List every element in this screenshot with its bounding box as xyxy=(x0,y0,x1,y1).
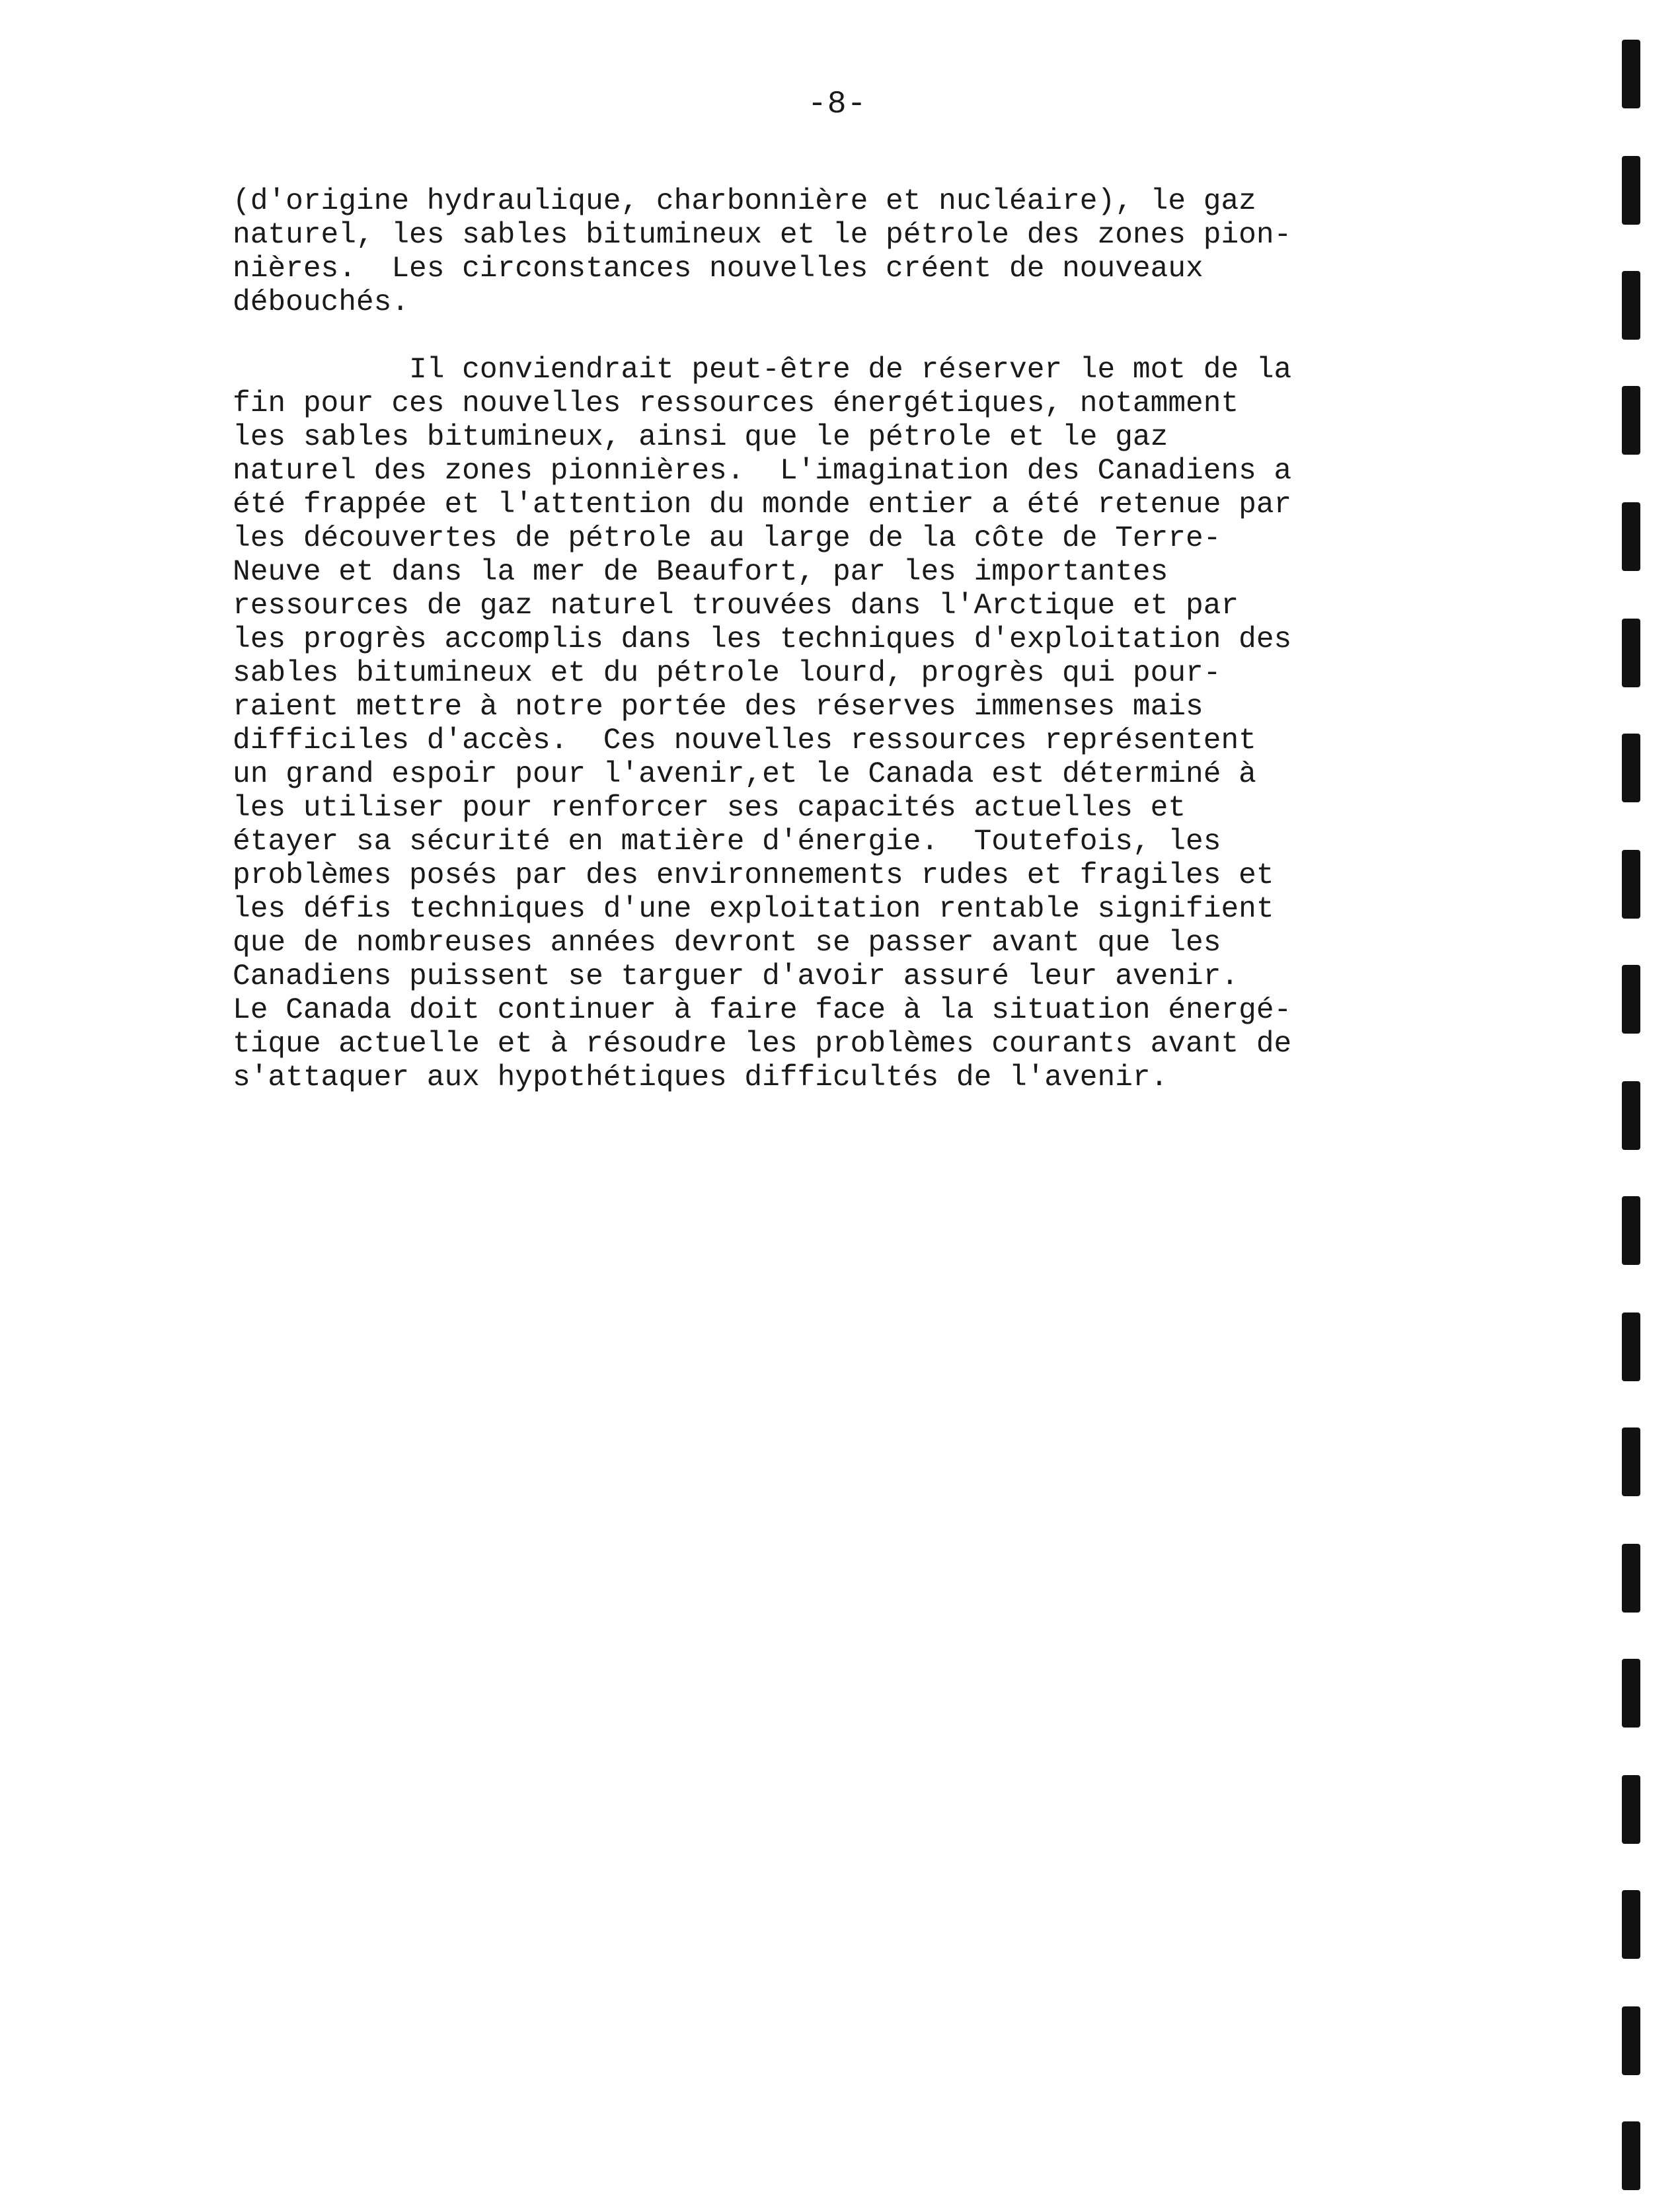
binding-hole-mark xyxy=(1622,850,1640,919)
binding-hole-mark xyxy=(1622,1312,1640,1381)
binding-hole-mark xyxy=(1622,1659,1640,1728)
text-line: nières. Les circonstances nouvelles créent de nouveaux xyxy=(233,252,1203,285)
text-line: ressources de gaz naturel trouvées dans l'Arctique et par xyxy=(233,590,1239,623)
text-line: les progrès accomplis dans les techniques d'exploitation des xyxy=(233,623,1292,656)
binding-hole-mark xyxy=(1622,1775,1640,1844)
binding-hole-mark xyxy=(1622,619,1640,687)
binding-strip xyxy=(1617,40,1650,2194)
body-text xyxy=(233,185,1462,1095)
text-line: problèmes posés par des environnements rudes et fragiles et xyxy=(233,859,1274,892)
binding-hole-mark xyxy=(1622,734,1640,802)
text-line: Neuve et dans la mer de Beaufort, par les importantes xyxy=(233,556,1168,589)
text-line: débouchés. xyxy=(233,286,410,319)
text-line: sables bitumineux et du pétrole lourd, progrès qui pour- xyxy=(233,657,1221,690)
binding-hole-mark xyxy=(1622,1081,1640,1150)
binding-hole-mark xyxy=(1622,2006,1640,2075)
binding-hole-mark xyxy=(1622,965,1640,1034)
text-line: que de nombreuses années devront se passer avant que les xyxy=(233,927,1221,960)
text-line: étayer sa sécurité en matière d'énergie. Toutefois, les xyxy=(233,825,1221,858)
text-line: s'attaquer aux hypothétiques difficultés de l'avenir. xyxy=(233,1061,1168,1094)
binding-hole-mark xyxy=(1622,386,1640,455)
binding-hole-mark xyxy=(1622,502,1640,571)
page-number: -8- xyxy=(808,87,867,122)
text-line: Le Canada doit continuer à faire face à la situation énergé- xyxy=(233,994,1292,1027)
text-line: tique actuelle et à résoudre les problèmes courants avant de xyxy=(233,1028,1292,1061)
text-line: un grand espoir pour l'avenir,et le Canada est déterminé à xyxy=(233,758,1256,791)
text-line: les sables bitumineux, ainsi que le pétrole et le gaz xyxy=(233,421,1168,454)
text-line: (d'origine hydraulique, charbonnière et nucléaire), le gaz xyxy=(233,185,1256,218)
binding-hole-mark xyxy=(1622,1544,1640,1613)
paragraph-gap xyxy=(233,320,1462,354)
binding-hole-mark xyxy=(1622,1196,1640,1265)
binding-hole-mark xyxy=(1622,156,1640,225)
text-line: naturel, les sables bitumineux et le pétrole des zones pion- xyxy=(233,219,1292,252)
text-line: les découvertes de pétrole au large de la côte de Terre- xyxy=(233,522,1221,555)
text-line: fin pour ces nouvelles ressources énergétiques, notamment xyxy=(233,387,1239,420)
binding-hole-mark xyxy=(1622,1427,1640,1496)
text-line: Il conviendrait peut-être de réserver le mot de la xyxy=(233,354,1292,387)
text-line: les utiliser pour renforcer ses capacités actuelles et xyxy=(233,792,1186,825)
binding-hole-mark xyxy=(1622,271,1640,340)
text-line: naturel des zones pionnières. L'imagination des Canadiens a xyxy=(233,455,1292,488)
binding-hole-mark xyxy=(1622,40,1640,108)
text-line: les défis techniques d'une exploitation rentable signifient xyxy=(233,893,1274,926)
binding-hole-mark xyxy=(1622,2121,1640,2190)
text-line: difficiles d'accès. Ces nouvelles ressources représentent xyxy=(233,724,1256,757)
text-line: été frappée et l'attention du monde entier a été retenue par xyxy=(233,488,1292,521)
binding-hole-mark xyxy=(1622,1890,1640,1959)
text-line: Canadiens puissent se targuer d'avoir assuré leur avenir. xyxy=(233,960,1239,993)
text-line: raient mettre à notre portée des réserves immenses mais xyxy=(233,691,1203,724)
